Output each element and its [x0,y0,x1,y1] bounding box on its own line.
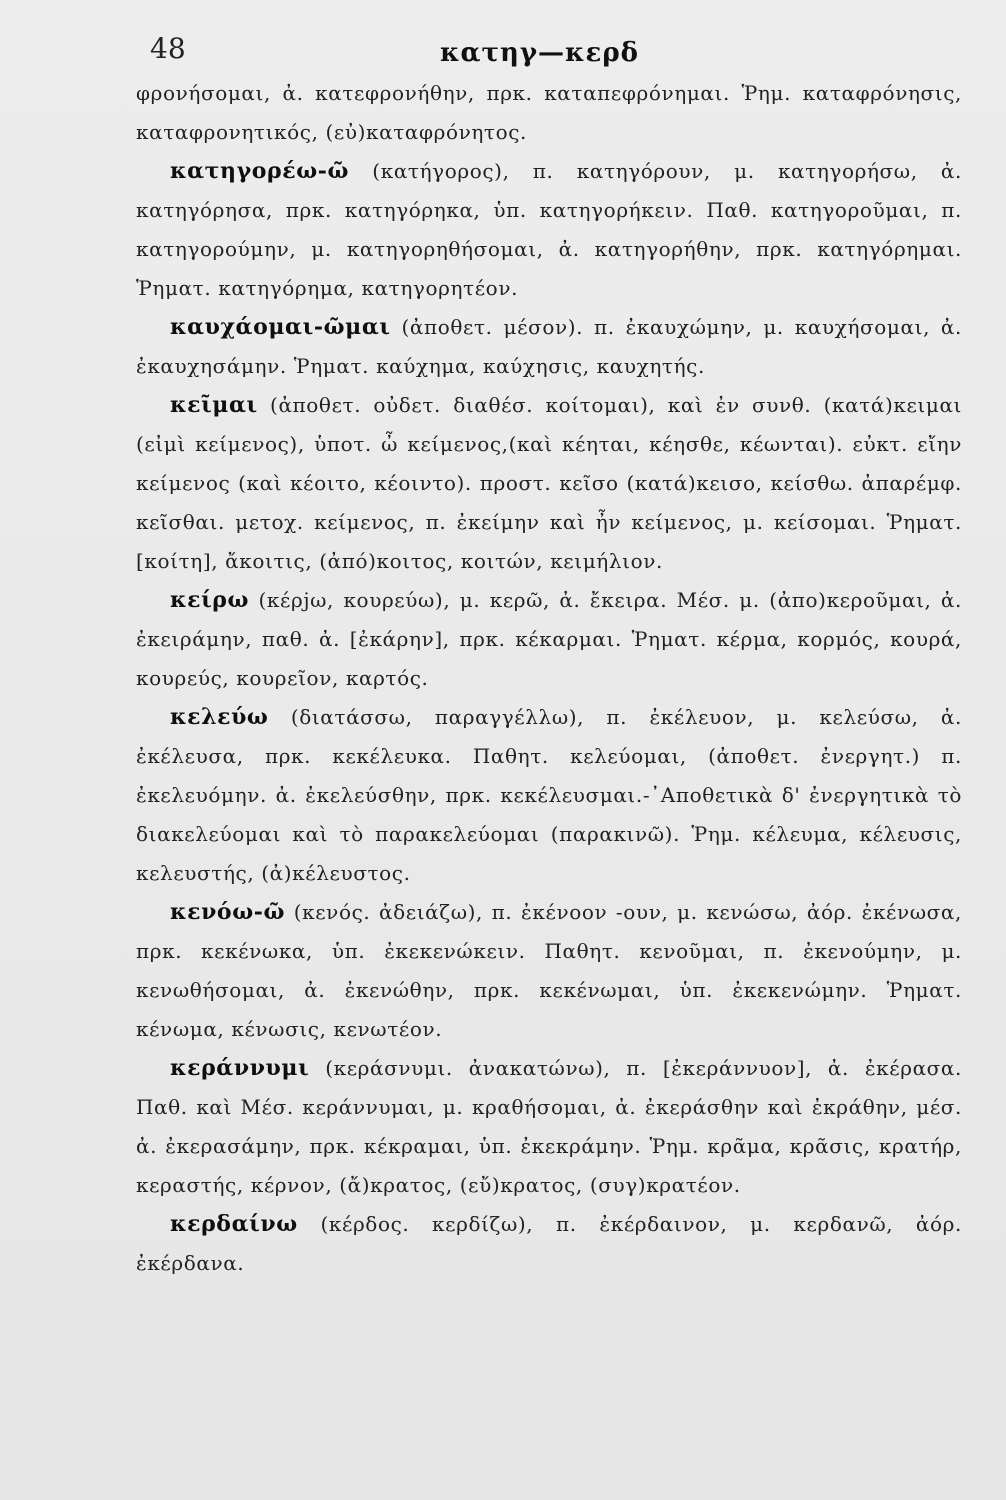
entry-body: (κατήγορος), π. κατηγόρουν, μ. κατηγορήσω, ἀ. κατηγόρησα, πρκ. κατηγόρηκα, ὑπ. κατηγορήκειν. Παθ. κατηγοροῦμαι, π. κατηγορούμην, μ. κατηγορηθήσομαι, ἀ. κατηγορήθην, πρκ. κατηγόρημαι. Ῥηματ. κατηγόρημα, κατηγορητέον. [136,159,962,300]
entry-headword: κελεύω [170,704,269,730]
dictionary-text [136,74,962,1283]
entry-body: (κέρδος. κερδίζω), π. ἐκέρδαινον, μ. κερδανῶ, ἀόρ. ἐκέρδανα. [136,1212,962,1275]
entry-body: (διατάσσω, παραγγέλλω), π. ἐκέλευον, μ. κελεύσω, ἀ. ἐκέλευσα, πρκ. κεκέλευκα. Παθητ. κελεύομαι, (ἀποθετ. ἐνεργητ.) π. ἐκελευόμην. ἀ. ἐκελεύσθην, πρκ. κεκέλευσμαι.-᾿Αποθετικὰ δ' ἐνεργητικὰ τὸ διακελεύομαι καὶ τὸ παρακελεύομαι (παρακινῶ). Ῥημ. κέλευμα, κέλευσις, κελευστής, (ἀ)κέλευστος. [136,705,962,885]
entry-kauchaomai [136,308,962,386]
entry-body: φρονήσομαι, ἀ. κατεφρονήθην, πρκ. καταπεφρόνημαι. Ῥημ. καταφρόνησις, καταφρονητικός, (εὐ)καταφρόνητος. [136,81,962,144]
entry-keleuo [136,698,962,893]
entry-continuation [136,74,962,152]
entry-kenoo [136,893,962,1049]
entry-kategoreo [136,152,962,308]
entry-kerannymi [136,1049,962,1205]
entry-keimai [136,386,962,581]
page-header [0,28,1006,78]
entry-body: (κενός. ἀδειάζω), π. ἐκένοον -ουν, μ. κενώσω, ἀόρ. ἐκένωσα, πρκ. κεκένωκα, ὑπ. ἐκεκενώκειν. Παθητ. κενοῦμαι, π. ἐκενούμην, μ. κενωθήσομαι, ἀ. ἐκενώθην, πρκ. κεκένωμαι, ὑπ. ἐκεκενώμην. Ῥηματ. κένωμα, κένωσις, κενωτέον. [136,900,962,1041]
entry-headword: κερδαίνω [170,1211,298,1237]
entry-body: (ἀποθετ. οὐδετ. διαθέσ. κοίτομαι), καὶ ἐν συνθ. (κατά)κειμαι (εἰμὶ κείμενος), ὑποτ. ὦ κείμενος,(καὶ κέηται, κέησθε, κέωνται). εὐκτ. εἴην κείμενος (καὶ κέοιτο, κέοιντο). προστ. κεῖσο (κατά)κεισο, κείσθω. ἀπαρέμφ. κεῖσθαι. μετοχ. κείμενος, π. ἐκείμην καὶ ἦν κείμενος, μ. κείσομαι. Ῥηματ. [κοίτη], ἄκοιτις, (ἀπό)κοιτος, κοιτών, κειμήλιον. [136,393,962,573]
entry-body: (ἀποθετ. μέσον). π. ἐκαυχώμην, μ. καυχήσομαι, ἀ. ἐκαυχησάμην. Ῥηματ. καύχημα, καύχησις, καυχητής. [136,315,962,378]
entry-kerdaino [136,1205,962,1283]
entry-headword: κατηγορέω-ῶ [170,158,350,184]
page-number: 48 [150,32,186,65]
entry-headword: καυχάομαι-ῶμαι [170,314,391,340]
entry-headword: κεῖμαι [170,392,258,418]
entry-headword: κείρω [170,587,250,613]
entry-headword: κενόω-ῶ [170,899,286,925]
entry-body: (κεράσνυμι. ἀνακατώνω), π. [ἐκεράννυον], ἀ. ἐκέρασα. Παθ. καὶ Μέσ. κεράννυμαι, μ. κραθήσομαι, ἀ. ἐκεράσθην καὶ ἐκράθην, μέσ. ἀ. ἐκερασάμην, πρκ. κέκραμαι, ὑπ. ἐκεκράμην. Ῥημ. κρᾶμα, κρᾶσις, κρατήρ, κεραστής, κέρνον, (ἄ)κρατος, (εὔ)κρατος, (συγ)κρατέον. [136,1056,962,1197]
entry-keiro [136,581,962,698]
entry-body: (κέρjω, κουρεύω), μ. κερῶ, ἀ. ἔκειρα. Μέσ. μ. (ἀπο)κεροῦμαι, ἀ. ἐκειράμην, παθ. ἀ. [ἐκάρην], πρκ. κέκαρμαι. Ῥηματ. κέρμα, κορμός, κουρά, κουρεύς, κουρεῖον, καρτός. [136,588,962,690]
entry-headword: κεράννυμι [170,1055,310,1081]
running-head: κατηγ—κερδ [440,38,639,68]
